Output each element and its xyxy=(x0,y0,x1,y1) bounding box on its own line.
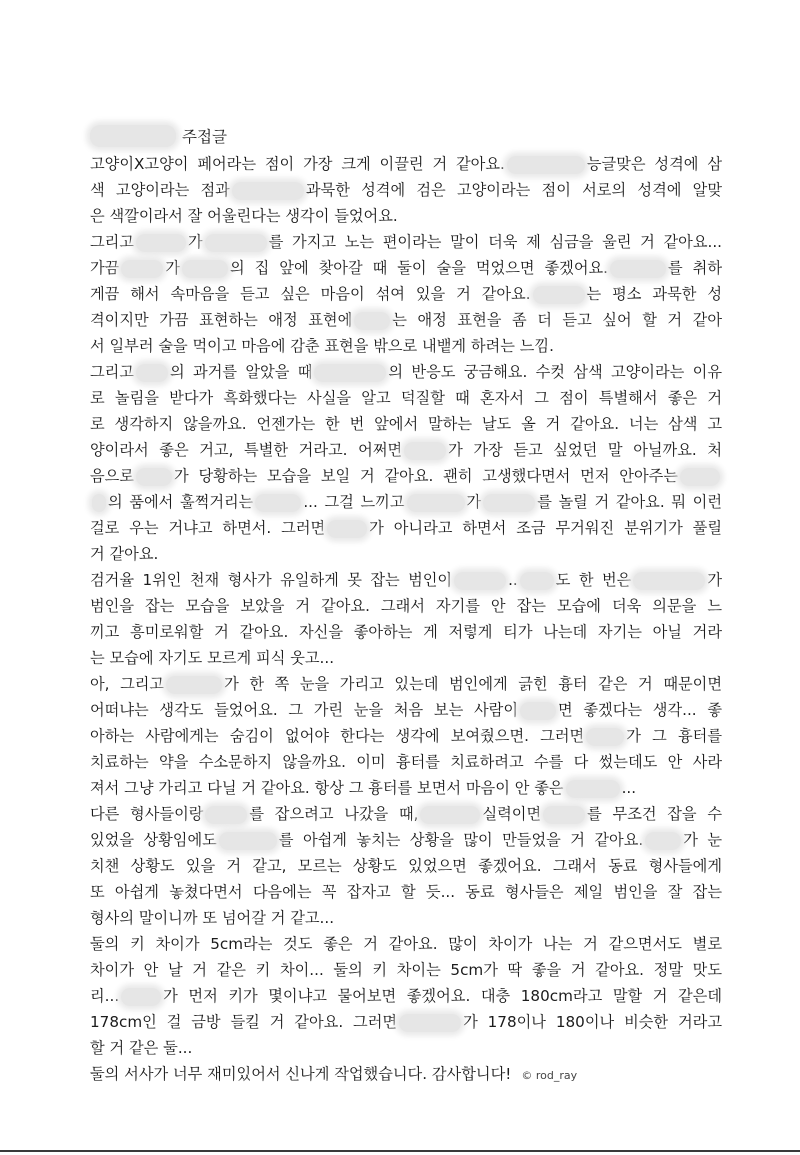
text-line xyxy=(90,645,722,671)
text-line xyxy=(90,931,722,957)
text-segment: 치료하는 약을 수소문하지 않을까요. 이미 흉터를 치료하려고 수를 다 썼는데도 안 사라 xyxy=(90,753,722,771)
text-segment: 차이가 안 날 거 같은 키 차이... 둘의 키 차이는 5cm가 딱 좋을 거 같아요. 정말 맛도 xyxy=(90,961,722,979)
text-segment: 다른 형사들이랑 xyxy=(90,805,204,823)
blurred-name xyxy=(121,260,163,278)
paragraph xyxy=(90,1061,722,1087)
text-segment: 는 모습에 자기도 모르게 피식 웃고... xyxy=(90,649,335,667)
text-line xyxy=(90,775,722,801)
text-segment: 가 xyxy=(165,259,181,277)
blurred-name xyxy=(407,494,465,512)
text-line xyxy=(90,827,722,853)
blurred-name xyxy=(232,182,304,200)
text-segment: 가 그 흉터를 xyxy=(626,727,722,745)
text-segment: 검거율 1위인 천재 형사가 유일하게 못 잡는 범인이 xyxy=(90,571,453,589)
text-segment: 아, 그리고 xyxy=(90,675,165,693)
text-segment: 가끔 xyxy=(90,259,120,277)
text-segment: 게끔 해서 속마음을 듣고 싶은 마음이 섞여 있을 거 같아요. xyxy=(90,285,531,303)
blurred-name xyxy=(166,676,222,694)
blurred-name xyxy=(680,468,720,486)
text-segment: 가 178이나 180이나 비슷한 거라고 xyxy=(463,1013,723,1031)
text-line xyxy=(90,229,722,255)
text-line xyxy=(90,671,722,697)
blurred-name xyxy=(520,572,554,590)
text-segment: 의 집 앞에 찾아갈 때 둘이 술을 먹었으면 좋겠어요. xyxy=(230,259,609,277)
watermark: © rod_ray xyxy=(521,1069,578,1082)
text-segment: 색 고양이라는 점과 xyxy=(90,181,230,199)
text-segment: 로 생각하지 않을까요. 언젠가는 한 번 앞에서 말하는 날도 올 거 같아요. 너는 삼색 고 xyxy=(90,415,722,433)
blurred-name xyxy=(136,234,186,252)
text-segment: 서 일부러 술을 먹이고 마음에 감춘 표현을 밖으로 내뱉게 하려는 느낌. xyxy=(90,337,554,355)
text-line xyxy=(90,255,722,281)
text-segment: 를 놀릴 거 같아요. 뭐 이런 xyxy=(537,493,722,511)
text-segment: 가 먼저 키가 몇이냐고 물어보면 좋겠어요. 대충 180cm라고 말할 거 같은데 xyxy=(163,987,722,1005)
text-line xyxy=(90,281,722,307)
blurred-name xyxy=(420,806,480,824)
text-line xyxy=(90,749,722,775)
text-segment: 가 당황하는 모습을 보일 거 같아요. 괜히 고생했다면서 먼저 안아주는 xyxy=(174,467,678,485)
text-segment: 가 가장 듣고 싶었던 말 아닐까요. 처 xyxy=(448,441,722,459)
blurred-name xyxy=(483,494,535,512)
text-line xyxy=(90,437,722,463)
text-segment: 가 한 쪽 눈을 가리고 있는데 범인에게 긁힌 흉터 같은 거 때문이면 xyxy=(224,675,722,693)
text-line xyxy=(90,541,722,567)
text-line xyxy=(90,463,722,489)
text-segment: 를 무조건 잡을 수 xyxy=(587,805,722,823)
blurred-name xyxy=(205,806,247,824)
blurred-name xyxy=(399,1014,461,1032)
text-segment: 범인을 잡는 모습을 보았을 거 같아요. 그래서 자기를 안 잡는 모습에 더욱 의문을 느 xyxy=(90,597,722,615)
text-segment: 를 가지고 노는 편이라는 말이 더욱 제 심금을 울린 거 같아요... xyxy=(268,233,722,251)
text-segment: 는 애정 표현을 좀 더 듣고 싶어 할 거 같아 xyxy=(392,311,722,329)
blurred-name xyxy=(121,988,161,1006)
text-segment: 할 거 같은 둘... xyxy=(90,1039,193,1057)
blurred-name xyxy=(136,364,168,382)
text-segment: 또 아쉽게 놓쳤다면서 다음에는 꼭 잡자고 할 듯... 동료 형사들은 제일 범인을 잘 잡는 xyxy=(90,883,722,901)
text-segment: 형사의 말이니까 또 넘어갈 거 같고... xyxy=(90,909,335,927)
text-line xyxy=(90,593,722,619)
text-line xyxy=(90,879,722,905)
blurred-name xyxy=(543,806,585,824)
text-segment: 가 눈 xyxy=(683,831,723,849)
text-segment: 리... xyxy=(90,987,120,1005)
text-segment: 은 색깔이라서 잘 어울린다는 생각이 들었어요. xyxy=(90,207,398,225)
text-segment: 를 취하 xyxy=(668,259,722,277)
text-segment: 는 평소 과묵한 성 xyxy=(586,285,723,303)
blurred-name xyxy=(255,494,301,512)
text-segment: 거 같아요. xyxy=(90,545,159,563)
text-line xyxy=(90,333,722,359)
text-segment: 둘의 서사가 너무 재미있어서 신나게 작업했습니다. 감사합니다! xyxy=(90,1065,512,1083)
blurred-name xyxy=(645,832,681,850)
text-line xyxy=(90,983,722,1009)
text-segment: 음으로 xyxy=(90,467,135,485)
blurred-author-name xyxy=(90,125,176,147)
text-line xyxy=(90,567,722,593)
blurred-name xyxy=(520,702,556,720)
text-segment: 격이지만 가끔 표현하는 애정 표현에 xyxy=(90,311,353,329)
bottom-divider xyxy=(0,1150,800,1152)
text-segment: 가 xyxy=(707,571,722,589)
text-segment: 아하는 사람에게는 숨김이 없어야 한다는 생각에 보여줬으면. 그러면 xyxy=(90,727,585,745)
text-line xyxy=(90,697,722,723)
post-header xyxy=(90,123,227,149)
blurred-name xyxy=(327,520,367,538)
text-segment: 를 아쉽게 놓치는 상황을 많이 만들었을 거 같아요. xyxy=(278,831,644,849)
blurred-name xyxy=(633,572,705,590)
blurred-name xyxy=(354,312,390,330)
blurred-name xyxy=(586,728,624,746)
paragraph xyxy=(90,229,722,359)
text-line xyxy=(90,203,722,229)
text-line xyxy=(90,515,722,541)
text-segment: ... xyxy=(621,779,637,797)
text-segment: 끼고 흥미로워할 거 같아요. 자신을 좋아하는 게 저렇게 티가 나는데 자기는 아닐 거라 xyxy=(90,623,722,641)
text-segment: 실력이면 xyxy=(482,805,542,823)
blurred-name xyxy=(507,156,585,174)
text-segment: 고양이X고양이 페어라는 점이 가장 크게 이끌린 거 같아요. xyxy=(90,155,505,173)
text-segment: 의 과거를 알았을 때 xyxy=(170,363,313,381)
text-segment: 로 놀림을 받다가 흑화했다는 사실을 알고 덕질할 때 혼자서 그 점이 특별해서 좋은 거 xyxy=(90,389,722,407)
paragraph xyxy=(90,151,722,229)
text-segment: 걸로 우는 거냐고 하면서. 그러면 xyxy=(90,519,326,537)
text-segment: 178cm인 걸 금방 들킬 거 같아요. 그러면 xyxy=(90,1013,398,1031)
text-line xyxy=(90,307,722,333)
paragraph xyxy=(90,359,722,567)
blurred-name xyxy=(610,260,666,278)
blurred-name xyxy=(314,364,386,382)
blurred-name xyxy=(136,468,172,486)
text-line xyxy=(90,723,722,749)
text-segment: 둘의 키 차이가 5cm라는 것도 좋은 거 같아요. 많이 차이가 나는 거 같으면서도 별로 xyxy=(90,935,722,953)
paragraph xyxy=(90,671,722,801)
text-line xyxy=(90,359,722,385)
text-segment: 를 잡으려고 나갔을 때, xyxy=(249,805,419,823)
text-segment: 면 좋겠다는 생각... 좋 xyxy=(558,701,722,719)
text-segment: 능글맞은 성격에 삼 xyxy=(586,155,722,173)
text-segment: 양이라서 좋은 거고, 특별한 거라고. 어쩌면 xyxy=(90,441,403,459)
text-segment: 그리고 xyxy=(90,363,135,381)
paragraph xyxy=(90,567,722,671)
text-segment: 가 xyxy=(188,233,203,251)
text-segment: ... 그걸 느끼고 xyxy=(303,493,405,511)
blurred-name xyxy=(92,494,106,512)
text-line xyxy=(90,619,722,645)
post-body xyxy=(90,151,722,1087)
text-line xyxy=(90,177,722,203)
text-segment: 있었을 상황임에도 xyxy=(90,831,217,849)
text-segment: 가 아니라고 하면서 조금 무거워진 분위기가 풀릴 xyxy=(369,519,723,537)
text-segment: 도 한 번은 xyxy=(555,571,632,589)
text-segment: 의 품에서 훌쩍거리는 xyxy=(108,493,254,511)
text-line xyxy=(90,1009,722,1035)
paragraph xyxy=(90,801,722,931)
blurred-name xyxy=(566,780,620,798)
text-segment: .. xyxy=(508,571,518,589)
text-line xyxy=(90,385,722,411)
paragraph xyxy=(90,931,722,1061)
text-line xyxy=(90,151,722,177)
text-segment: 가 xyxy=(466,493,482,511)
blurred-name xyxy=(533,286,585,304)
text-segment: 과묵한 성격에 검은 고양이라는 점이 서로의 성격에 알맞 xyxy=(305,181,722,199)
text-segment: 그리고 xyxy=(90,233,135,251)
text-segment: 치챈 상황도 있을 거 같고, 모르는 상황도 있었으면 좋겠어요. 그래서 동료 형사들에게 xyxy=(90,857,722,875)
text-segment: 의 반응도 궁금해요. 수컷 삼색 고양이라는 이유 xyxy=(388,363,723,381)
text-line xyxy=(90,905,722,931)
text-line xyxy=(90,489,722,515)
blurred-name xyxy=(182,260,228,278)
text-line xyxy=(90,957,722,983)
blurred-name xyxy=(219,832,277,850)
text-segment: 어떠냐는 생각도 들었어요. 그 가린 눈을 처음 보는 사람이 xyxy=(90,701,518,719)
text-line xyxy=(90,1061,722,1087)
post-header-label: 주접글 xyxy=(182,128,227,146)
blurred-name xyxy=(404,442,446,460)
blurred-name xyxy=(454,572,506,590)
text-line xyxy=(90,1035,722,1061)
text-line xyxy=(90,411,722,437)
text-line xyxy=(90,853,722,879)
text-segment: 져서 그냥 가리고 다닐 거 같아요. 항상 그 흉터를 보면서 마음이 안 좋은 xyxy=(90,779,564,797)
text-line xyxy=(90,801,722,827)
blurred-name xyxy=(205,234,267,252)
